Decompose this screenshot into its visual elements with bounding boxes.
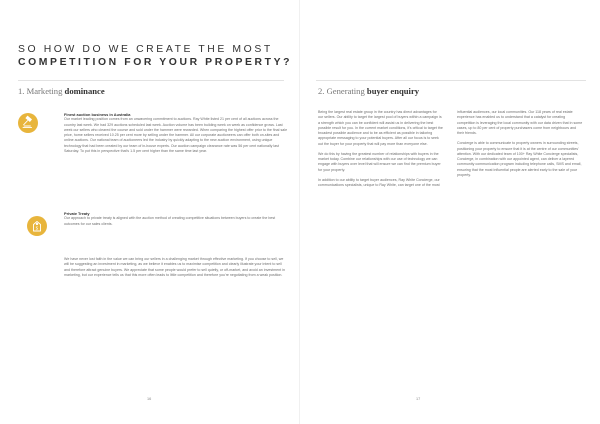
heading-line-1: SO HOW DO WE CREATE THE MOST — [18, 44, 273, 55]
marketing-paragraph — [64, 257, 286, 278]
paragraph: Concierge is able to communicate to property owners in surrounding streets, positioning your property to ensure that it is at the centre of our communities' attention. With our dedicated team of 100+ Ray White Concierge specialists, Concierge, in combination with our appointed agent, can deliver a layered community communication program including telephone calls, SMS and email, ensuring that the most influential people are alerted early to the sale of your property. — [457, 141, 582, 177]
auction-block-title: Finest auction business in Australia — [64, 112, 131, 117]
paragraph: influential audiences, our local communities. Our 118 years of real estate experience has enabled us to understand that a catalyst for creating competition is leveraging the local community with our data driven that in some cases, up to 80 per cent of property purchasers come from neighbours and their friends. — [457, 110, 583, 135]
svg-text:$: $ — [35, 226, 39, 232]
private-treaty-title: Private Treaty — [64, 211, 90, 216]
auction-block — [64, 112, 288, 154]
auction-gavel-icon — [18, 113, 38, 133]
section-title-prefix: 2. Generating — [318, 86, 367, 96]
private-treaty-block — [64, 211, 286, 227]
marketing-paragraph-text: We have never lost faith in the value we can bring our sellers in a challenging market through effective marketing. If you choose to sell, we will be suggesting an investment in marketing, as we believe it enables us to maximise competition and clearly illustrate your intent to sell and therefore attract genuine buyers. We appreciate that some people would prefer to sell quietly, or off-market, and avoid an investment in marketing, but our experience tells us that this more often leads to little competition and therefore you're negotiating from a weak position. — [64, 257, 285, 277]
section-title-bold: buyer enquiry — [366, 86, 420, 96]
text-column-1 — [318, 110, 443, 193]
price-tag-icon — [27, 216, 47, 236]
paragraph: Being the largest real estate group in the country has direct advantages for our sellers. Our ability to target the largest pool of buyers within a campaign is a strength which you can be confident will assist us in delivering the best possible result for you. In the current market conditions, it's critical to target the broadest possible audience and to be as efficient as possible in tailoring appropriate messaging to your potential buyers. After all our focus is to seek out the buyer for your property that will pay more than everyone else. — [318, 110, 443, 146]
divider — [316, 80, 586, 81]
divider — [18, 80, 284, 81]
page-heading — [18, 43, 292, 70]
auction-block-text: Our market leading position comes from an unwavering commitment to auctions. Ray White listed 21 per cent of all auctions across the country last week. We had 329 auctions scheduled last week. Auction volume has been building week on week as confidence grows. Last week our sellers who cleared the course and sold under the hammer were rewarded. When comparing the highest offer prior to the final sale price, home sellers received 10.25 per cent more by selling under the hammer. All our corporate auctioneers can offer both on-sites and online auctions. Our national team of auctioneers led the industry by quickly adapting to the new auction environment, using unique technology that had been created by our team of in-house experts. Our auction campaign clearance rate was 56 per cent nationally last Saturday. To put this in perspective that's 1.5 per cent higher than the same time last year. — [64, 117, 288, 153]
heading-line-2: COMPETITION FOR YOUR PROPERTY? — [18, 57, 293, 68]
section-title-marketing — [18, 86, 105, 96]
right-page — [300, 0, 600, 424]
paragraph: We do this by having the greatest number of relationships with buyers in the market today. Combine our relationships with our use of technology we can engage with buyers over level that will ensure we can find the premium buyer for your property. — [318, 151, 441, 172]
page-number-left: 16 — [147, 397, 152, 401]
section-title-buyer-enquiry — [318, 86, 419, 96]
section-title-bold: dominance — [64, 86, 105, 96]
paragraph: In addition to our ability to target buyer audiences, Ray White Concierge, our communications specialists, unique to Ray White, can target one of the most — [318, 177, 440, 187]
text-column-2 — [457, 110, 583, 183]
private-treaty-text: Our approach to private treaty is aligned with the auction method of creating competitive situations between buyers to create the best outcomes for our sales clients. — [64, 216, 276, 226]
section-title-prefix: 1. Marketing — [18, 86, 65, 96]
page-number-right: 17 — [416, 397, 421, 401]
